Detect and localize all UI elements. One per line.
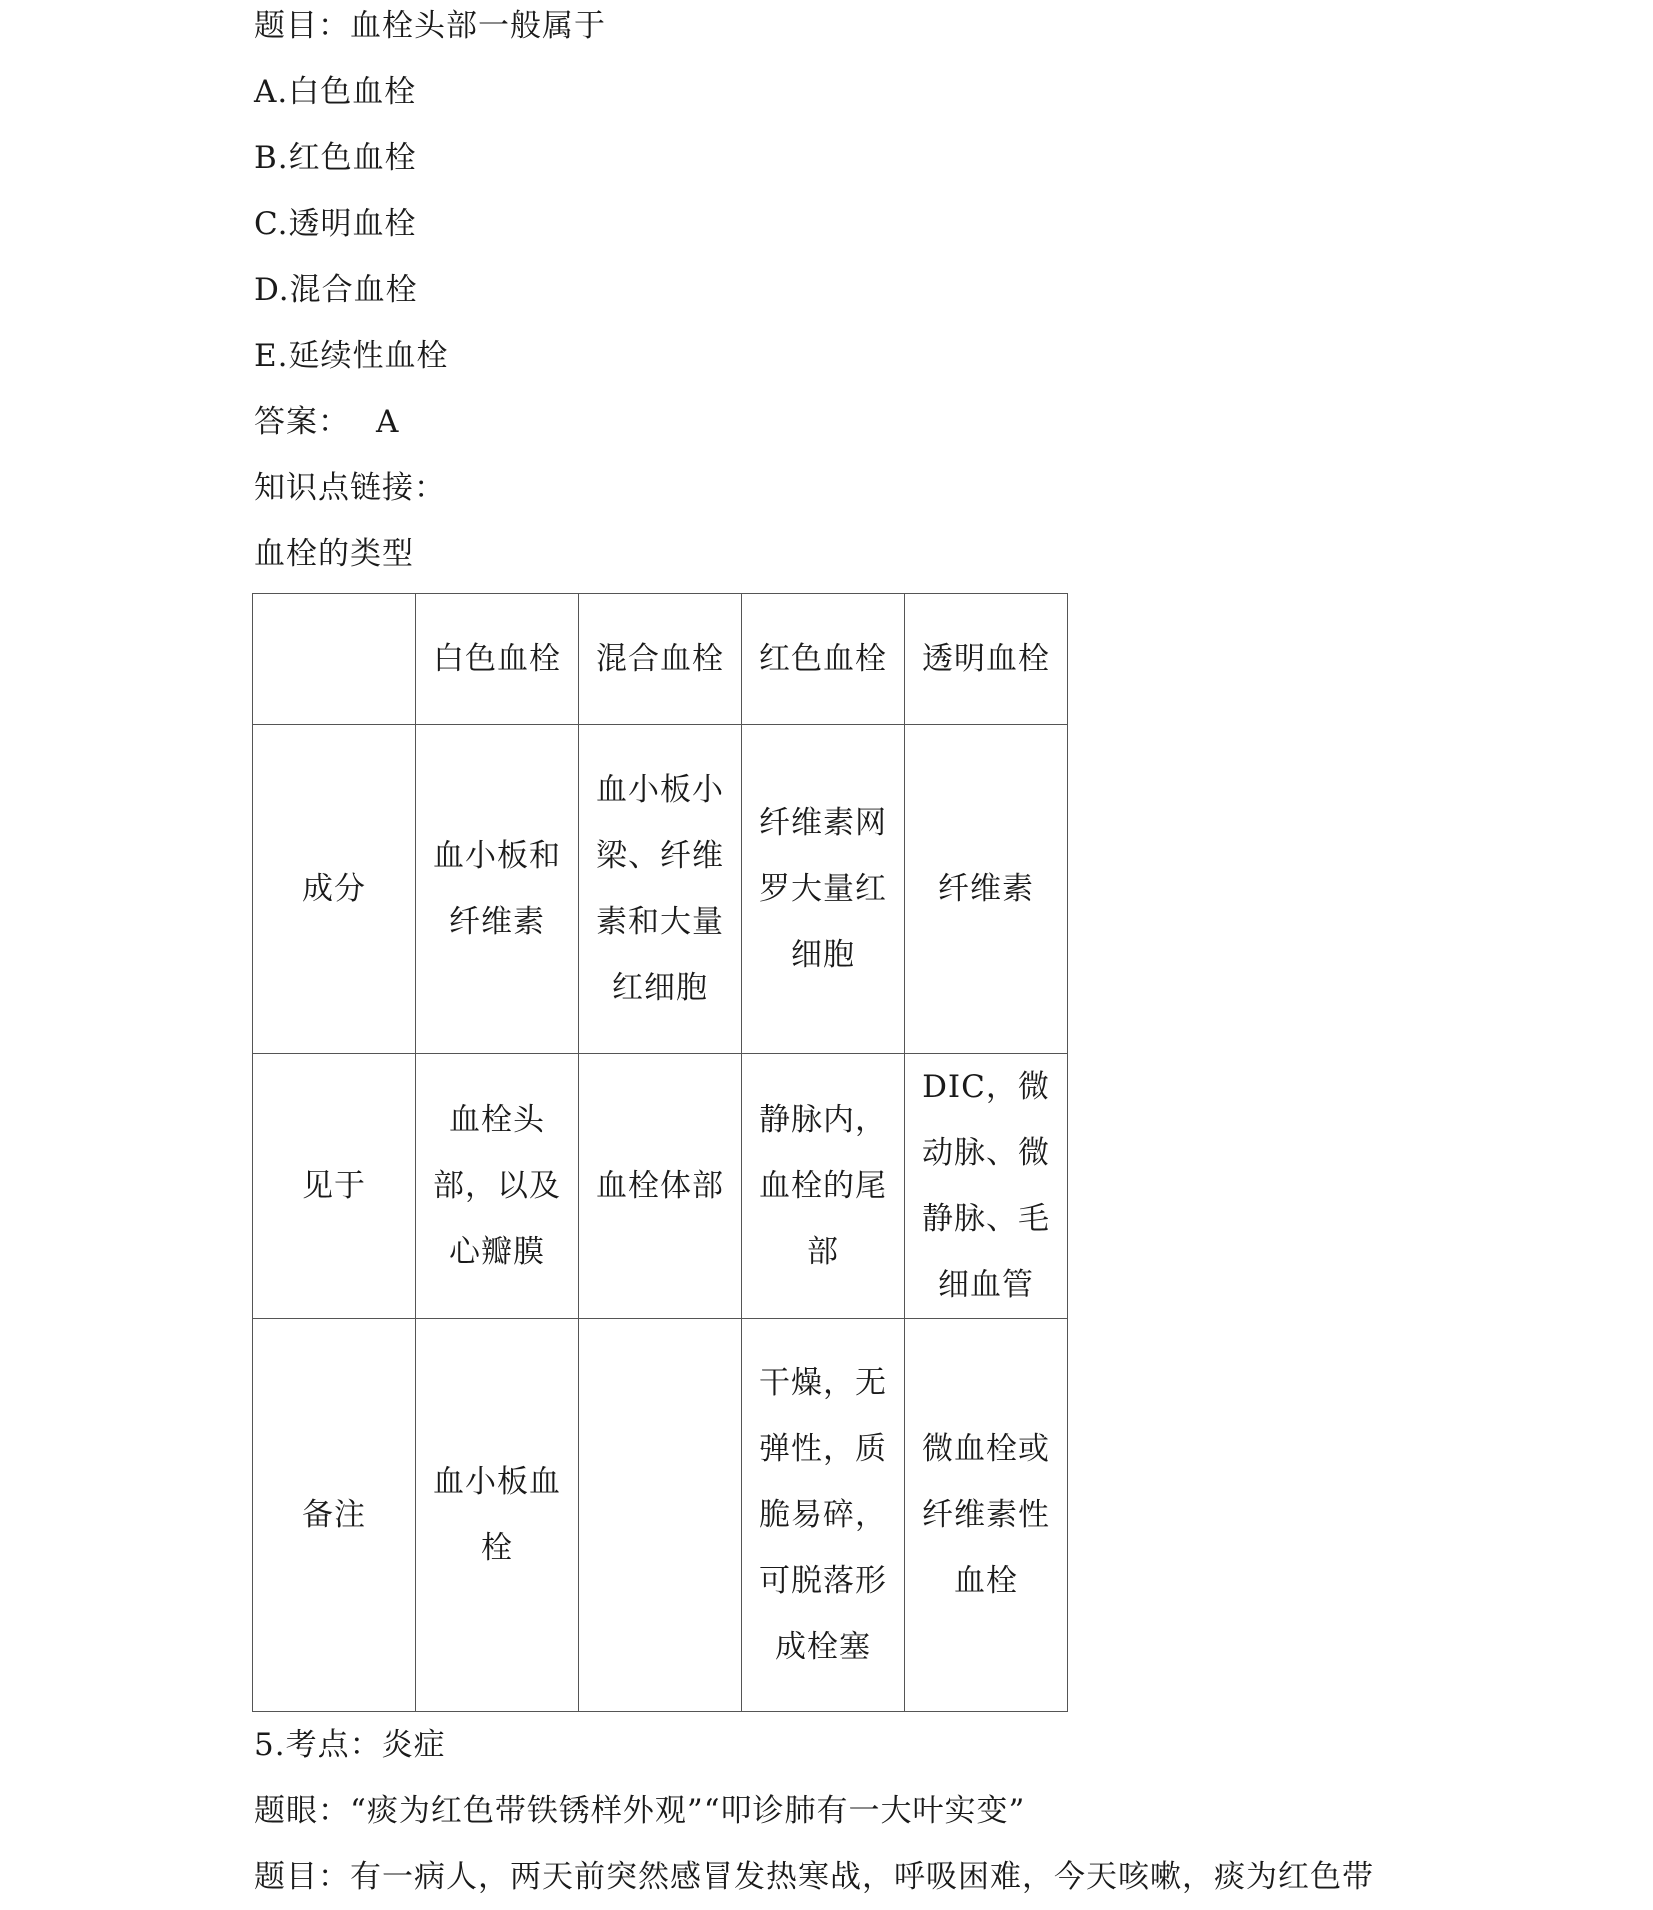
answer-line [254, 389, 1584, 455]
table-cell: 血栓体部 [579, 1054, 742, 1319]
knowledge-link-label: 知识点链接： [254, 470, 446, 506]
answer-value: A [376, 404, 400, 440]
table-cell: DIC，微动脉、微静脉、毛细血管 [905, 1054, 1068, 1319]
option-e: E.延续性血栓 [254, 338, 449, 374]
table-header-row [253, 594, 1068, 725]
table-cell: 血小板和纤维素 [416, 725, 579, 1054]
document-page [254, 0, 1584, 1910]
next-question-eye: 题眼：“痰为红色带铁锈样外观”“叩诊肺有一大叶实变” [254, 1793, 1026, 1829]
table-row [253, 1054, 1068, 1319]
table-cell: 血栓头部，以及心瓣膜 [416, 1054, 579, 1319]
table-corner-cell [253, 594, 416, 725]
table-caption: 血栓的类型 [254, 536, 414, 572]
row-label-notes: 备注 [253, 1319, 416, 1712]
table-row [253, 1319, 1068, 1712]
table-cell: 微血栓或纤维素性血栓 [905, 1319, 1068, 1712]
table-cell: 纤维素 [905, 725, 1068, 1054]
header-hyaline-thrombus: 透明血栓 [905, 594, 1068, 725]
header-red-thrombus: 红色血栓 [742, 594, 905, 725]
row-label-composition: 成分 [253, 725, 416, 1054]
table-cell: 干燥，无弹性，质脆易碎，可脱落形成栓塞 [742, 1319, 905, 1712]
thrombus-type-table [252, 593, 1068, 1712]
table-cell: 血小板小梁、纤维素和大量红细胞 [579, 725, 742, 1054]
option-b: B.红色血栓 [254, 140, 417, 176]
table-cell: 血小板血栓 [416, 1319, 579, 1712]
next-question-start: 题目：有一病人，两天前突然感冒发热寒战，呼吸困难，今天咳嗽，痰为红色带 [254, 1859, 1374, 1895]
header-mixed-thrombus: 混合血栓 [579, 594, 742, 725]
question-title: 题目：血栓头部一般属于 [254, 8, 606, 44]
table-cell [579, 1319, 742, 1712]
header-white-thrombus: 白色血栓 [416, 594, 579, 725]
row-label-seen-in: 见于 [253, 1054, 416, 1319]
option-a: A.白色血栓 [254, 74, 417, 110]
table-row [253, 725, 1068, 1054]
table-cell: 静脉内，血栓的尾部 [742, 1054, 905, 1319]
next-exam-point: 5.考点：炎症 [254, 1727, 446, 1763]
option-c: C.透明血栓 [254, 206, 417, 242]
table-cell: 纤维素网罗大量红细胞 [742, 725, 905, 1054]
option-d: D.混合血栓 [254, 272, 418, 308]
answer-label: 答案： [254, 404, 350, 440]
